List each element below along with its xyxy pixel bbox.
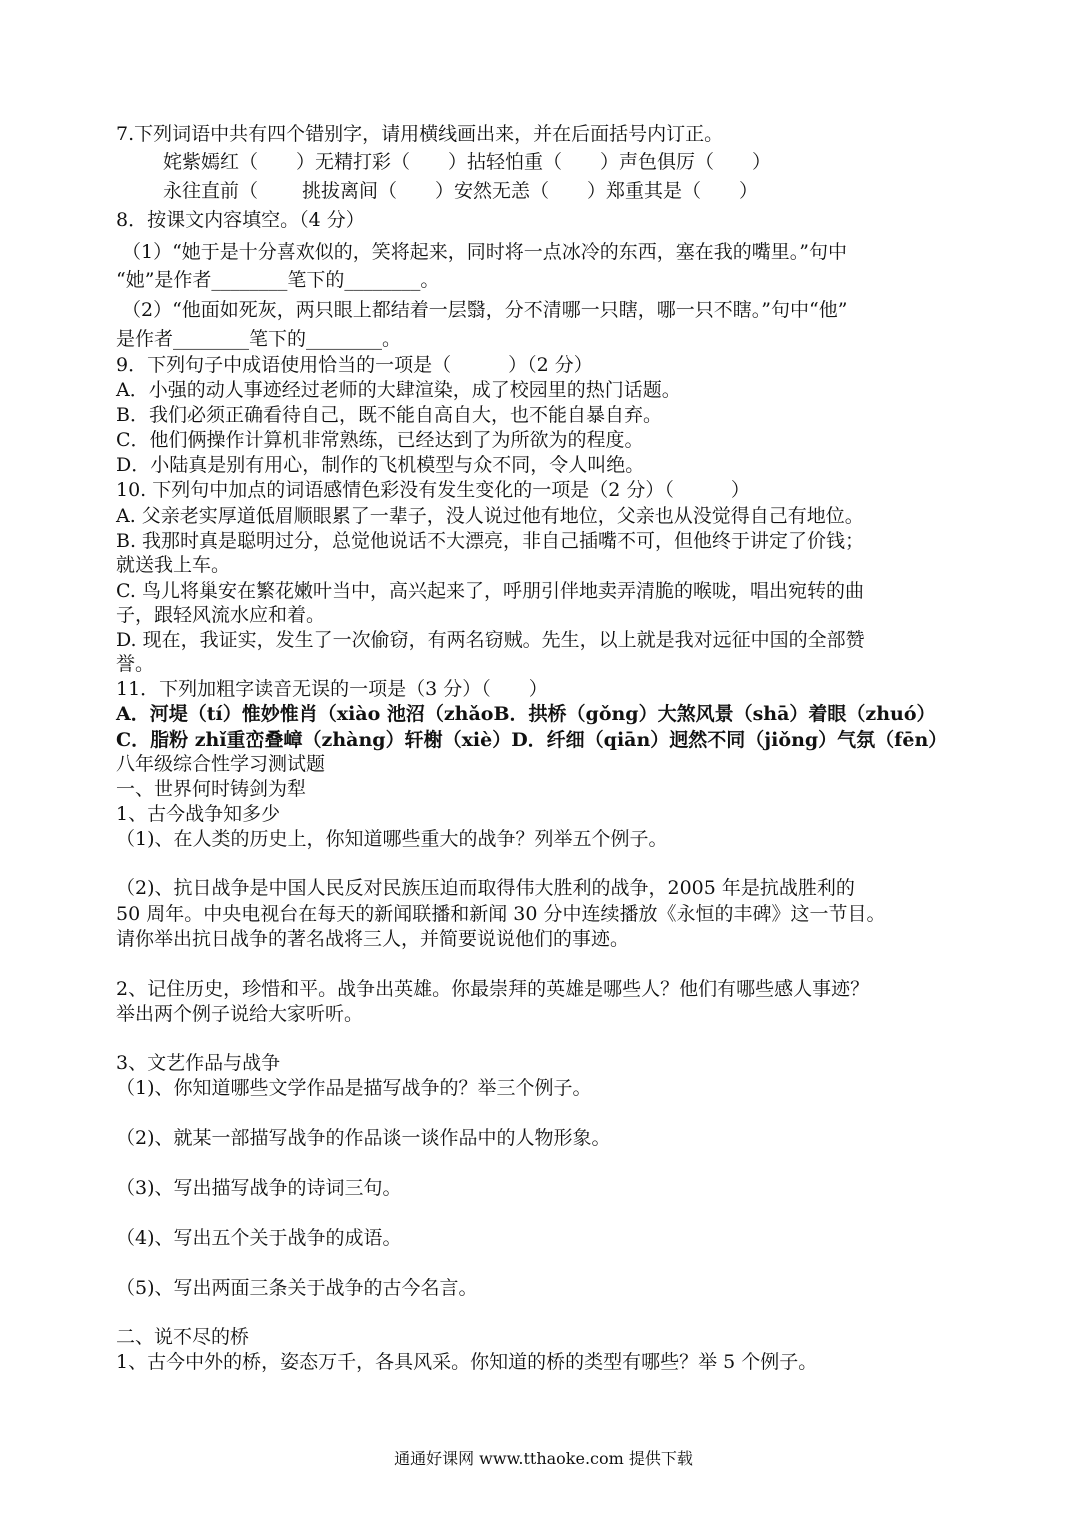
q8-item-2: （2）“他面如死灰，两只眼上都结着一层翳，分不清哪一只瞎，哪一只不瞎。”句中“他” xyxy=(122,299,848,321)
s1-q1-item-1: （1)、在人类的历史上，你知道哪些重大的战争？列举五个例子。 xyxy=(116,828,668,850)
q9-option-c: C．他们俩操作计算机非常熟练，已经达到了为所欲为的程度。 xyxy=(116,429,644,451)
q11-options-ab: A．河堤（tí）惟妙惟肖（xiào 池沼（zhǎoB．拱桥（gǒng）大煞风景（shā）着眼（zhuó） xyxy=(116,703,936,725)
q10-option-c-cont: 子，跟轻风流水应和着。 xyxy=(116,604,326,626)
s1-q3-item-3: （3)、写出描写战争的诗词三句。 xyxy=(116,1177,402,1199)
section-2-heading: 二、说不尽的桥 xyxy=(116,1326,250,1348)
q10-option-d: D. 现在，我证实，发生了一次偷窃，有两名窃贼。先生，以上就是我对远征中国的全部赞 xyxy=(116,629,865,651)
footer-credit: 通通好课网 www.tthaoke.com 提供下载 xyxy=(394,1449,693,1468)
s1-q3-item-1: （1)、你知道哪些文学作品是描写战争的？举三个例子。 xyxy=(116,1077,592,1099)
q11-options-cd: C．脂粉 zhǐ重峦叠嶂（zhàng）轩榭（xiè）D．纤细（qiān）迥然不同（jiǒng）气氛（fēn） xyxy=(116,729,948,751)
s1-q3-item-4: （4)、写出五个关于战争的成语。 xyxy=(116,1227,402,1249)
s1-q2-cont: 举出两个例子说给大家听听。 xyxy=(116,1003,364,1025)
q9-option-d: D．小陆真是别有用心，制作的飞机模型与众不同，令人叫绝。 xyxy=(116,454,645,476)
q10-option-b: B. 我那时真是聪明过分，总觉他说话不大漂亮，非自己插嘴不可，但他终于讲定了价钱； xyxy=(116,530,865,552)
s1-q3-item-5: （5)、写出两面三条关于战争的古今名言。 xyxy=(116,1277,478,1299)
q9-option-a: A．小强的动人事迹经过老师的大肆渲染，成了校园里的热门话题。 xyxy=(116,379,681,401)
q9-option-b: B．我们必须正确看待自己，既不能自高自大，也不能自暴自弃。 xyxy=(116,404,662,426)
q8-item-1: （1）“她于是十分喜欢似的，笑将起来，同时将一点冰冷的东西，塞在我的嘴里。”句中 xyxy=(122,241,848,263)
s1-q1-item-2-cont1: 50 周年。中央电视台在每天的新闻联播和新闻 30 分中连续播放《永恒的丰碑》这一节目。 xyxy=(116,903,886,925)
s1-q1-item-2: （2)、抗日战争是中国人民反对民族压迫而取得伟大胜利的战争，2005 年是抗战胜利的 xyxy=(116,877,855,899)
s1-q1-heading: 1、古今战争知多少 xyxy=(116,803,281,825)
s1-q2: 2、记住历史，珍惜和平。战争出英雄。你最崇拜的英雄是哪些人？他们有哪些感人事迹？ xyxy=(116,978,870,1000)
q8-item-2-cont: 是作者________笔下的________。 xyxy=(116,328,402,350)
q7-row-1: 姹紫嫣红（ ）无精打彩（ ）拈轻怕重（ ）声色俱厉（ ） xyxy=(163,151,772,173)
test-title: 八年级综合性学习测试题 xyxy=(116,753,326,775)
s1-q3-heading: 3、文艺作品与战争 xyxy=(116,1052,281,1074)
q7-row-2: 永往直前（ 挑拔离间（ ）安然无恙（ ）郑重其是（ ） xyxy=(163,180,759,202)
q10-option-d-cont: 誉。 xyxy=(116,653,155,675)
q10-option-a: A. 父亲老实厚道低眉顺眼累了一辈子，没人说过他有地位，父亲也从没觉得自己有地位。 xyxy=(116,505,864,527)
q10-option-b-cont: 就送我上车。 xyxy=(116,554,231,576)
q7-prompt: 7.下列词语中共有四个错别字，请用横线画出来，并在后面括号内订正。 xyxy=(116,123,724,145)
s1-q1-item-2-cont2: 请你举出抗日战争的著名战将三人，并简要说说他们的事迹。 xyxy=(116,928,630,950)
section-1-heading: 一、世界何时铸剑为犁 xyxy=(116,778,307,800)
q8-item-1-cont: “她”是作者________笔下的________。 xyxy=(116,269,440,291)
q11-prompt: 11．下列加粗字读音无误的一项是（3 分）（ ） xyxy=(116,678,548,700)
q9-prompt: 9．下列句子中成语使用恰当的一项是（ ）（2 分） xyxy=(116,354,593,376)
s2-q1: 1、古今中外的桥，姿态万千，各具风采。你知道的桥的类型有哪些？举 5 个例子。 xyxy=(116,1351,818,1373)
q8-prompt: 8．按课文内容填空。（4 分） xyxy=(116,209,365,231)
q10-prompt: 10. 下列句中加点的词语感情色彩没有发生变化的一项是（2 分）（ ） xyxy=(116,479,750,501)
s1-q3-item-2: （2)、就某一部描写战争的作品谈一谈作品中的人物形象。 xyxy=(116,1127,611,1149)
q10-option-c: C. 鸟儿将巢安在繁花嫩叶当中，高兴起来了，呼朋引伴地卖弄清脆的喉咙，唱出宛转的曲 xyxy=(116,580,864,602)
